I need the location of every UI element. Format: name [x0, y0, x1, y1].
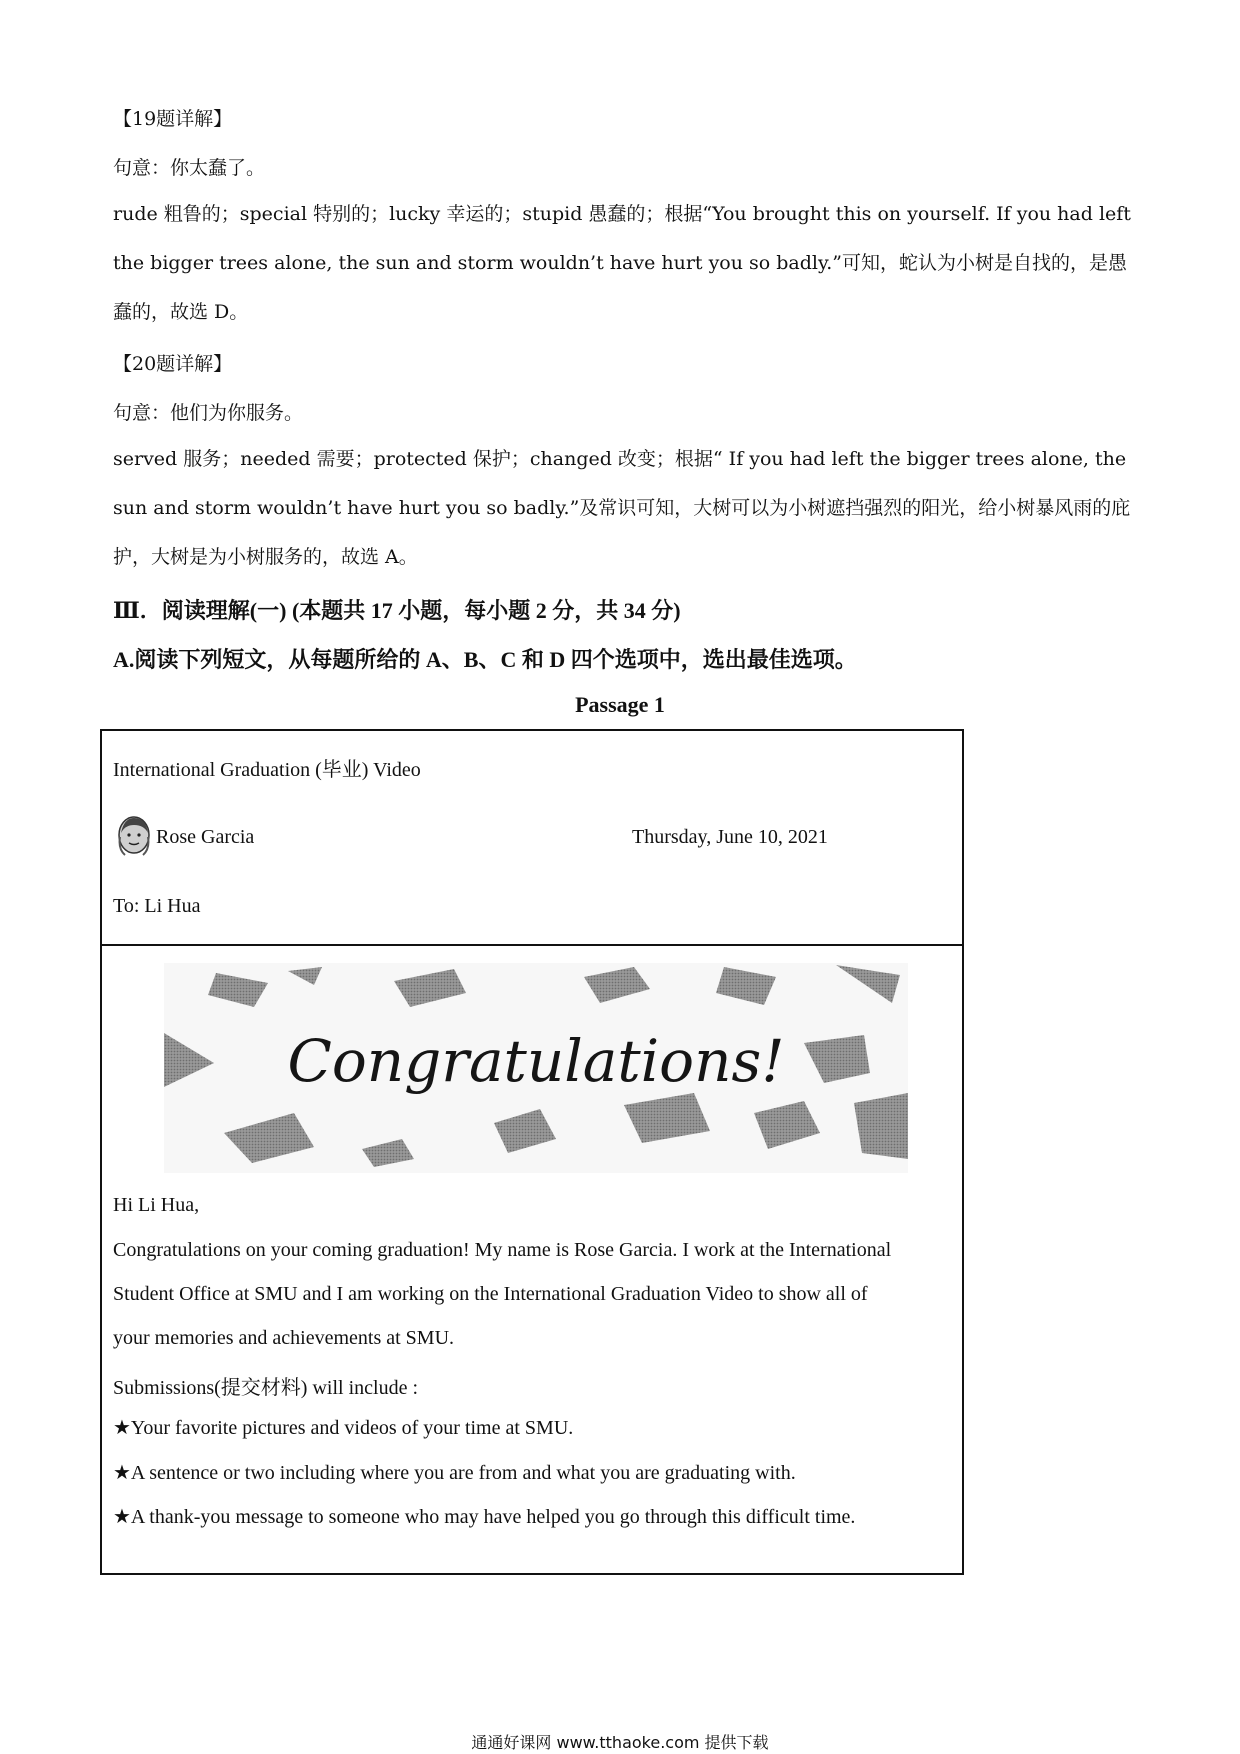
- submission-bullet: ★A sentence or two including where you are from and what you are graduating with.: [113, 1462, 796, 1484]
- email-greeting: Hi Li Hua,: [113, 1194, 200, 1216]
- submission-bullet: ★A thank-you message to someone who may have helped you go through this difficult time.: [113, 1506, 856, 1528]
- congratulations-banner: [164, 963, 908, 1173]
- submissions-label: Submissions(提交材料) will include :: [113, 1377, 418, 1399]
- q19-title: 【19题详解】: [113, 108, 233, 130]
- section-instruction: A.阅读下列短文，从每题所给的 A、B、C 和 D 四个选项中，选出最佳选项。: [113, 647, 857, 672]
- passage-title: Passage 1: [575, 692, 665, 717]
- email-date: Thursday, June 10, 2021: [632, 826, 828, 848]
- q20-title: 【20题详解】: [113, 353, 233, 375]
- email-header: [102, 731, 962, 946]
- submission-bullet: ★Your favorite pictures and videos of your time at SMU.: [113, 1417, 574, 1439]
- email-sender: Rose Garcia: [156, 826, 255, 848]
- email-subject: International Graduation (毕业) Video: [113, 759, 421, 781]
- email-body-line: your memories and achievements at SMU.: [113, 1327, 455, 1349]
- banner-text: Congratulations!: [287, 1027, 785, 1095]
- page-footer: 通通好课网 www.tthaoke.com 提供下载: [471, 1733, 769, 1752]
- grad-cap-icon: [854, 1093, 908, 1159]
- q19-meaning: 句意：你太蠢了。: [113, 157, 266, 179]
- section-heading: Ⅲ．阅读理解(一) (本题共 17 小题，每小题 2 分，共 34 分): [113, 598, 681, 623]
- sender-avatar-icon: [116, 815, 152, 857]
- email-body-line: Student Office at SMU and I am working on the International Graduation Video to show all of: [113, 1283, 868, 1305]
- email-body-line: Congratulations on your coming graduation! My name is Rose Garcia. I work at the International: [113, 1239, 892, 1261]
- email-card: [100, 729, 964, 1575]
- email-recipient: To: Li Hua: [113, 895, 201, 917]
- q20-explanation: served 服务；needed 需要；protected 保护；changed 改变；根据“ If you had left the bigger trees alone, the sun and storm wouldn’t have hurt you so badly.”及常识可知，大树可以为小树遮挡强烈的阳光，给小树暴风雨的庇护，大树是为小树服务的，故选 A。: [113, 448, 1131, 568]
- q19-explanation: rude 粗鲁的；special 特别的；lucky 幸运的；stupid 愚蠢的；根据“You brought this on yourself. If you had left the bigger trees alone, the sun and storm wouldn’t have hurt you so badly.”可知，蛇认为小树是自找的，是愚蠢的，故选 D。: [113, 203, 1131, 323]
- q20-meaning: 句意：他们为你服务。: [113, 402, 304, 424]
